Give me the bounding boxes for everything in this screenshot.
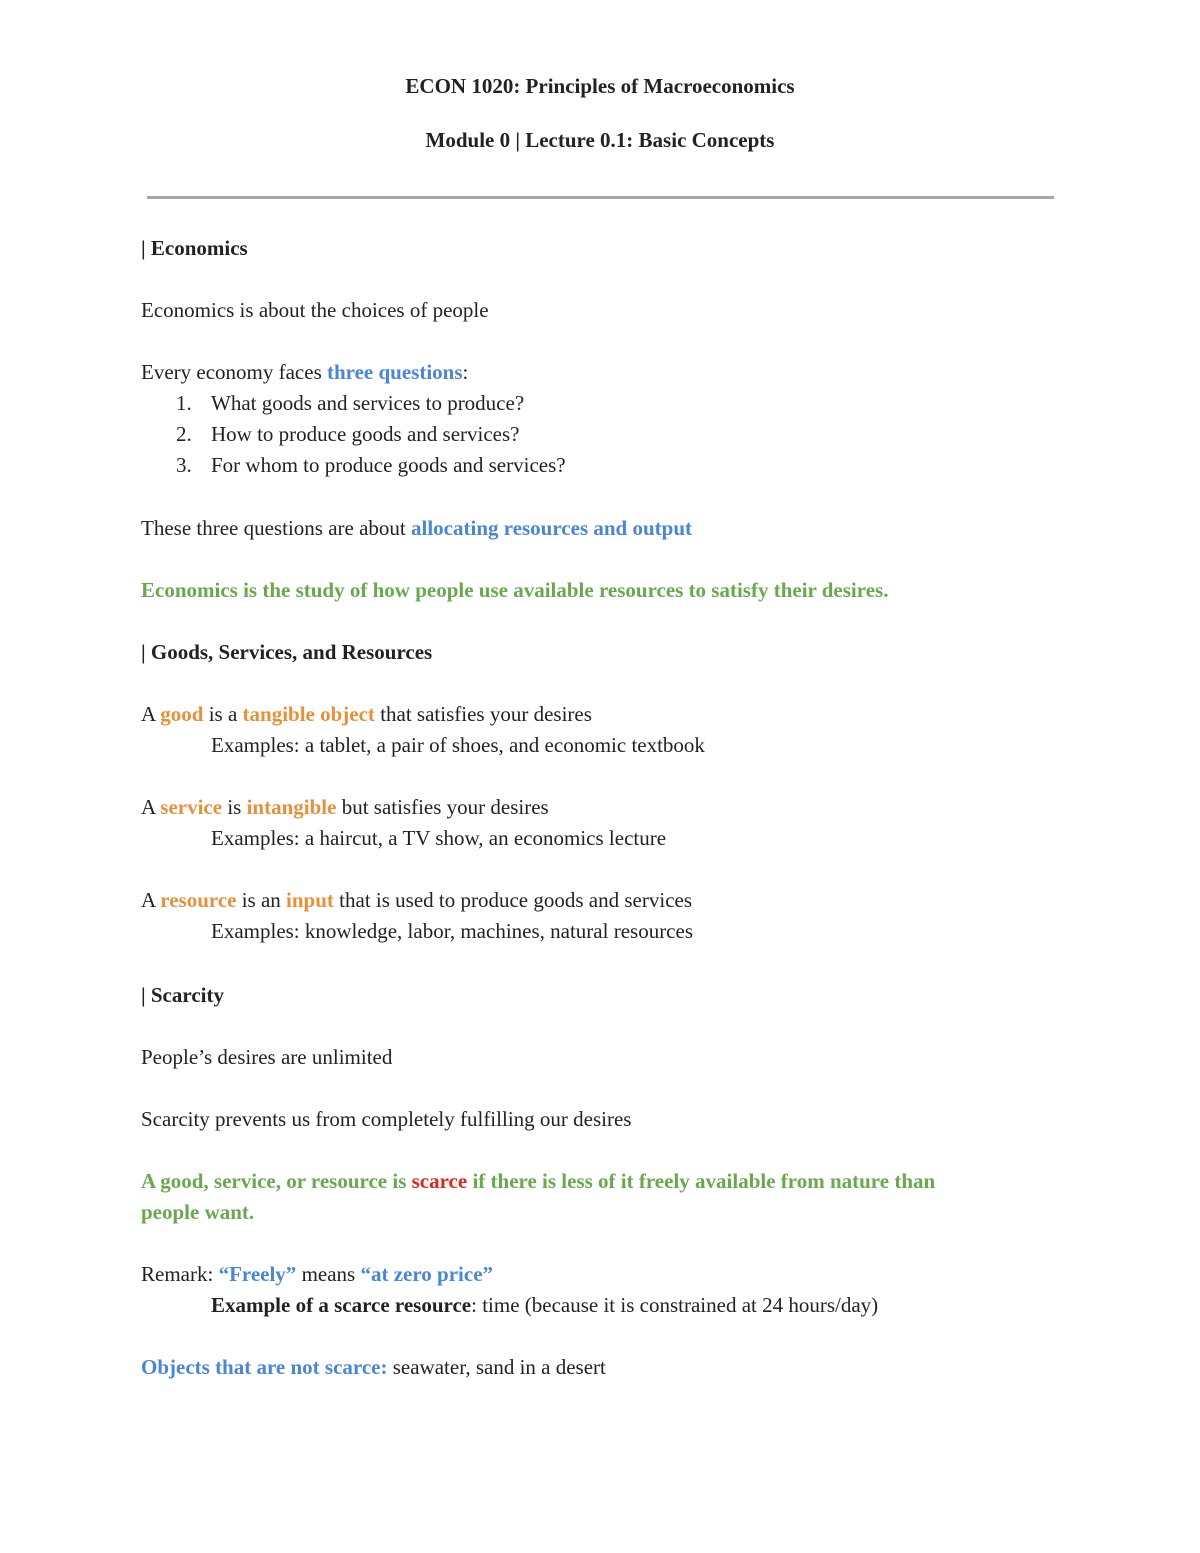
term-scarce: scarce (411, 1169, 468, 1193)
scarcity-definition: A good, service, or resource is scarce if there is less of it freely available from nature than (141, 1169, 936, 1193)
questions-intro: Every economy faces three questions: (141, 360, 469, 384)
list-number: 1. (176, 391, 192, 415)
horizontal-rule (147, 196, 1054, 199)
list-number: 3. (176, 453, 192, 477)
allocating-sentence: These three questions are about allocating resources and output (141, 516, 692, 540)
economics-definition: Economics is the study of how people use available resources to satisfy their desires. (141, 578, 889, 602)
scarcity-definition-cont: people want. (141, 1200, 255, 1224)
good-examples: Examples: a tablet, a pair of shoes, and economic textbook (211, 733, 705, 757)
document-title: ECON 1020: Principles of Macroeconomics (405, 74, 795, 98)
term-service: service (160, 795, 223, 819)
economics-intro: Economics is about the choices of people (141, 298, 489, 322)
list-item: What goods and services to produce? (211, 391, 525, 415)
list-number: 2. (176, 422, 192, 446)
list-item: How to produce goods and services? (211, 422, 520, 446)
section-heading-scarcity: | Scarcity (141, 983, 224, 1007)
scarce-resource-example: Example of a scarce resource: time (because it is constrained at 24 hours/day) (211, 1293, 879, 1317)
resource-definition: A resource is an input that is used to produce goods and services (141, 888, 693, 912)
remark: Remark: “Freely” means “at zero price” (141, 1262, 494, 1286)
service-examples: Examples: a haircut, a TV show, an economics lecture (211, 826, 667, 850)
scarcity-line-1: People’s desires are unlimited (141, 1045, 393, 1069)
term-resource: resource (160, 888, 237, 912)
good-definition: A good is a tangible object that satisfies your desires (141, 702, 592, 726)
highlight-allocating: allocating resources and output (411, 516, 692, 540)
section-heading-goods: | Goods, Services, and Resources (141, 640, 433, 664)
term-zero-price: “at zero price” (360, 1262, 494, 1286)
term-tangible-object: tangible object (242, 702, 375, 726)
document-subtitle: Module 0 | Lecture 0.1: Basic Concepts (425, 128, 775, 152)
highlight-three-questions: three questions (327, 360, 463, 384)
term-input: input (286, 888, 334, 912)
term-freely: “Freely” (218, 1262, 297, 1286)
scarcity-line-2: Scarcity prevents us from completely fulfilling our desires (141, 1107, 632, 1131)
term-intangible: intangible (246, 795, 337, 819)
label-not-scarce: Objects that are not scarce: (141, 1355, 388, 1379)
not-scarce-objects: Objects that are not scarce: seawater, sand in a desert (141, 1355, 606, 1379)
term-good: good (160, 702, 204, 726)
resource-examples: Examples: knowledge, labor, machines, natural resources (211, 919, 693, 943)
section-heading-economics: | Economics (141, 236, 248, 260)
list-item: For whom to produce goods and services? (211, 453, 566, 477)
service-definition: A service is intangible but satisfies your desires (141, 795, 549, 819)
